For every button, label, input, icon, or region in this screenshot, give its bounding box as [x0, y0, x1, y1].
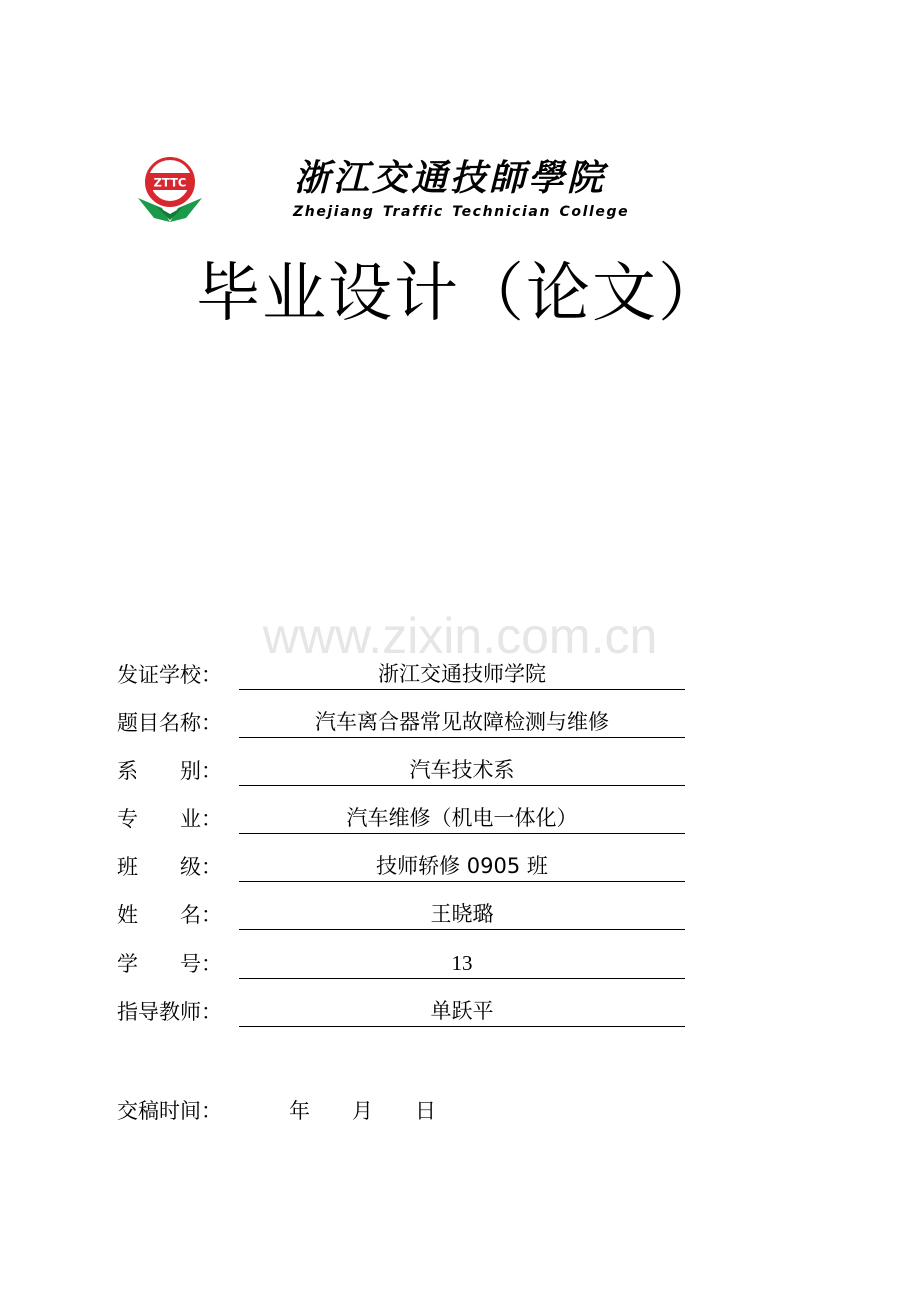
ztcc-logo	[134, 156, 206, 224]
field-row-student-id	[117, 945, 687, 979]
field-row-name	[117, 896, 687, 930]
field-label: 发证学校：	[117, 663, 222, 687]
watermark: www.zixin.com.cn	[262, 608, 658, 664]
field-row-school	[117, 656, 687, 690]
field-row-advisor	[117, 993, 687, 1027]
field-value: 汽车离合器常见故障检测与维修	[239, 707, 685, 738]
field-label: 系 别：	[117, 759, 222, 783]
field-value: 汽车技术系	[239, 755, 685, 786]
field-value: 王晓璐	[239, 899, 685, 930]
day-unit: 日	[415, 1099, 436, 1123]
submission-date-row	[117, 1094, 517, 1128]
field-value: 单跃平	[239, 996, 685, 1027]
field-row-topic	[117, 704, 687, 738]
month-unit: 月	[352, 1099, 373, 1123]
college-name-en: Zhejiang Traffic Technician College	[293, 204, 630, 220]
field-label: 专 业：	[117, 807, 222, 831]
document-title: 毕业设计（论文）	[196, 257, 724, 331]
field-value: 汽车维修（机电一体化）	[239, 803, 685, 834]
field-row-class	[117, 848, 687, 882]
field-value: 浙江交通技师学院	[239, 659, 685, 690]
field-label: 班 级：	[117, 855, 222, 879]
field-label: 指导教师：	[117, 1000, 222, 1024]
year-unit: 年	[289, 1099, 310, 1123]
logo-text: ZTTC	[153, 175, 187, 190]
field-row-department	[117, 752, 687, 786]
field-value: 13	[239, 948, 685, 979]
field-label: 姓 名：	[117, 903, 222, 927]
field-value: 技师轿修 0905 班	[239, 851, 685, 882]
submission-label: 交稿时间：	[117, 1099, 222, 1123]
field-row-major	[117, 800, 687, 834]
college-name-cn: 浙江交通技師學院	[294, 157, 607, 199]
field-label: 学 号：	[117, 952, 222, 976]
field-label: 题目名称：	[117, 711, 222, 735]
